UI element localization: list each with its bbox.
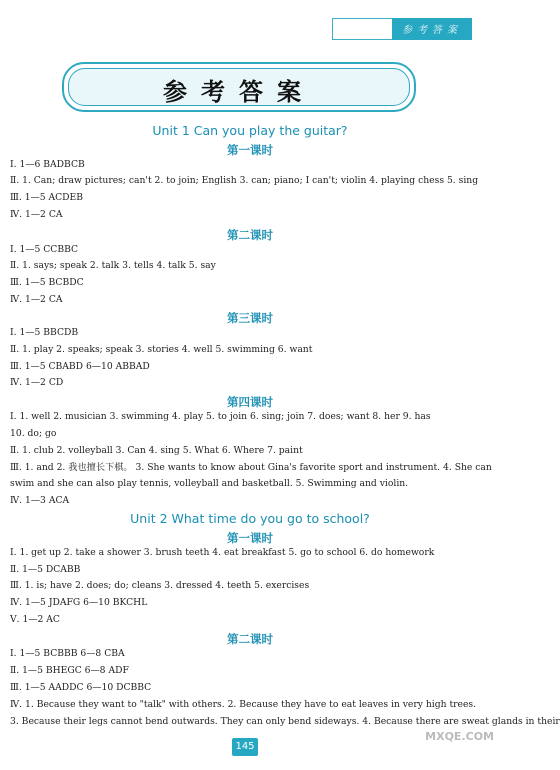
unit1-lesson1-title: 第一课时 [227, 143, 273, 157]
answer-line: 10. do; go [10, 428, 57, 439]
answer-line: swim and she can also play tennis, volleyball and basketball. 5. Swimming and violin. [10, 478, 409, 489]
watermark: MXQE.COM [425, 730, 494, 743]
answer-line: Ⅱ. 1. Can; draw pictures; can't 2. to join; English 3. can; piano; I can't; violin 4. playing chess 5. sing [10, 175, 479, 186]
unit2-heading: Unit 2 What time do you go to school? [130, 511, 370, 526]
answer-line: Ⅰ. 1—5 BCBBB 6—8 CBA [10, 648, 125, 659]
answer-line: Ⅳ. 1—2 CA [10, 294, 63, 305]
answer-line: Ⅱ. 1—5 DCABB [10, 564, 81, 575]
unit1-heading: Unit 1 Can you play the guitar? [152, 123, 348, 138]
answer-line: Ⅰ. 1—5 BBCDB [10, 327, 79, 338]
answer-line: Ⅱ. 1. play 2. speaks; speak 3. stories 4. well 5. swimming 6. want [10, 344, 313, 355]
answer-line: Ⅳ. 1—2 CA [10, 209, 63, 220]
answer-line: Ⅱ. 1—5 BHEGC 6—8 ADF [10, 665, 129, 676]
answer-line: Ⅲ. 1. and 2. 我也擅长下棋。 3. She wants to know about Gina's favorite sport and instrument. 4. She can [10, 462, 492, 473]
page-title: 参考答案 [163, 78, 315, 106]
answer-line: Ⅴ. 1—2 AC [10, 614, 60, 625]
answer-line: Ⅳ. 1. Because they want to "talk" with others. 2. Because they have to eat leaves in very high trees. [10, 699, 477, 710]
answer-line: Ⅳ. 1—3 ACA [10, 495, 70, 506]
answer-line: Ⅲ. 1—5 CBABD 6—10 ABBAD [10, 361, 150, 372]
unit2-lesson2-title: 第二课时 [227, 632, 273, 646]
answer-line: Ⅰ. 1—6 BADBCB [10, 159, 85, 170]
answer-line: Ⅱ. 1. club 2. volleyball 3. Can 4. sing 5. What 6. Where 7. paint [10, 445, 303, 456]
unit1-lesson2-title: 第二课时 [227, 228, 273, 242]
answer-line: Ⅰ. 1—5 CCBBC [10, 244, 79, 255]
answer-line: Ⅳ. 1—5 JDAFG 6—10 BKCHL [10, 597, 148, 608]
answer-line: Ⅱ. 1. says; speak 2. talk 3. tells 4. talk 5. say [10, 260, 216, 271]
answer-line: Ⅰ. 1. well 2. musician 3. swimming 4. play 5. to join 6. sing; join 7. does; want 8. her 9. has [10, 411, 431, 422]
unit1-lesson3-title: 第三课时 [227, 311, 273, 325]
answer-line: 3. Because their legs cannot bend outwards. They can only bend sideways. 4. Because there are sweat glands in their [10, 716, 560, 727]
answer-line: Ⅲ. 1. is; have 2. does; do; cleans 3. dressed 4. teeth 5. exercises [10, 580, 310, 591]
answer-line: Ⅲ. 1—5 BCBDC [10, 277, 84, 288]
answer-line: Ⅲ. 1—5 ACDEB [10, 192, 83, 203]
page-number: 145 [232, 738, 258, 756]
title-banner [62, 62, 416, 112]
answer-line: Ⅲ. 1—5 AADDC 6—10 DCBBC [10, 682, 152, 693]
unit2-lesson1-title: 第一课时 [227, 531, 273, 545]
unit1-lesson4-title: 第四课时 [227, 395, 273, 409]
header-tab [332, 18, 472, 40]
answer-line: Ⅰ. 1. get up 2. take a shower 3. brush teeth 4. eat breakfast 5. go to school 6. do homework [10, 547, 435, 558]
header-tab-label: 参考答案 [402, 25, 462, 36]
answer-line: Ⅳ. 1—2 CD [10, 377, 64, 388]
